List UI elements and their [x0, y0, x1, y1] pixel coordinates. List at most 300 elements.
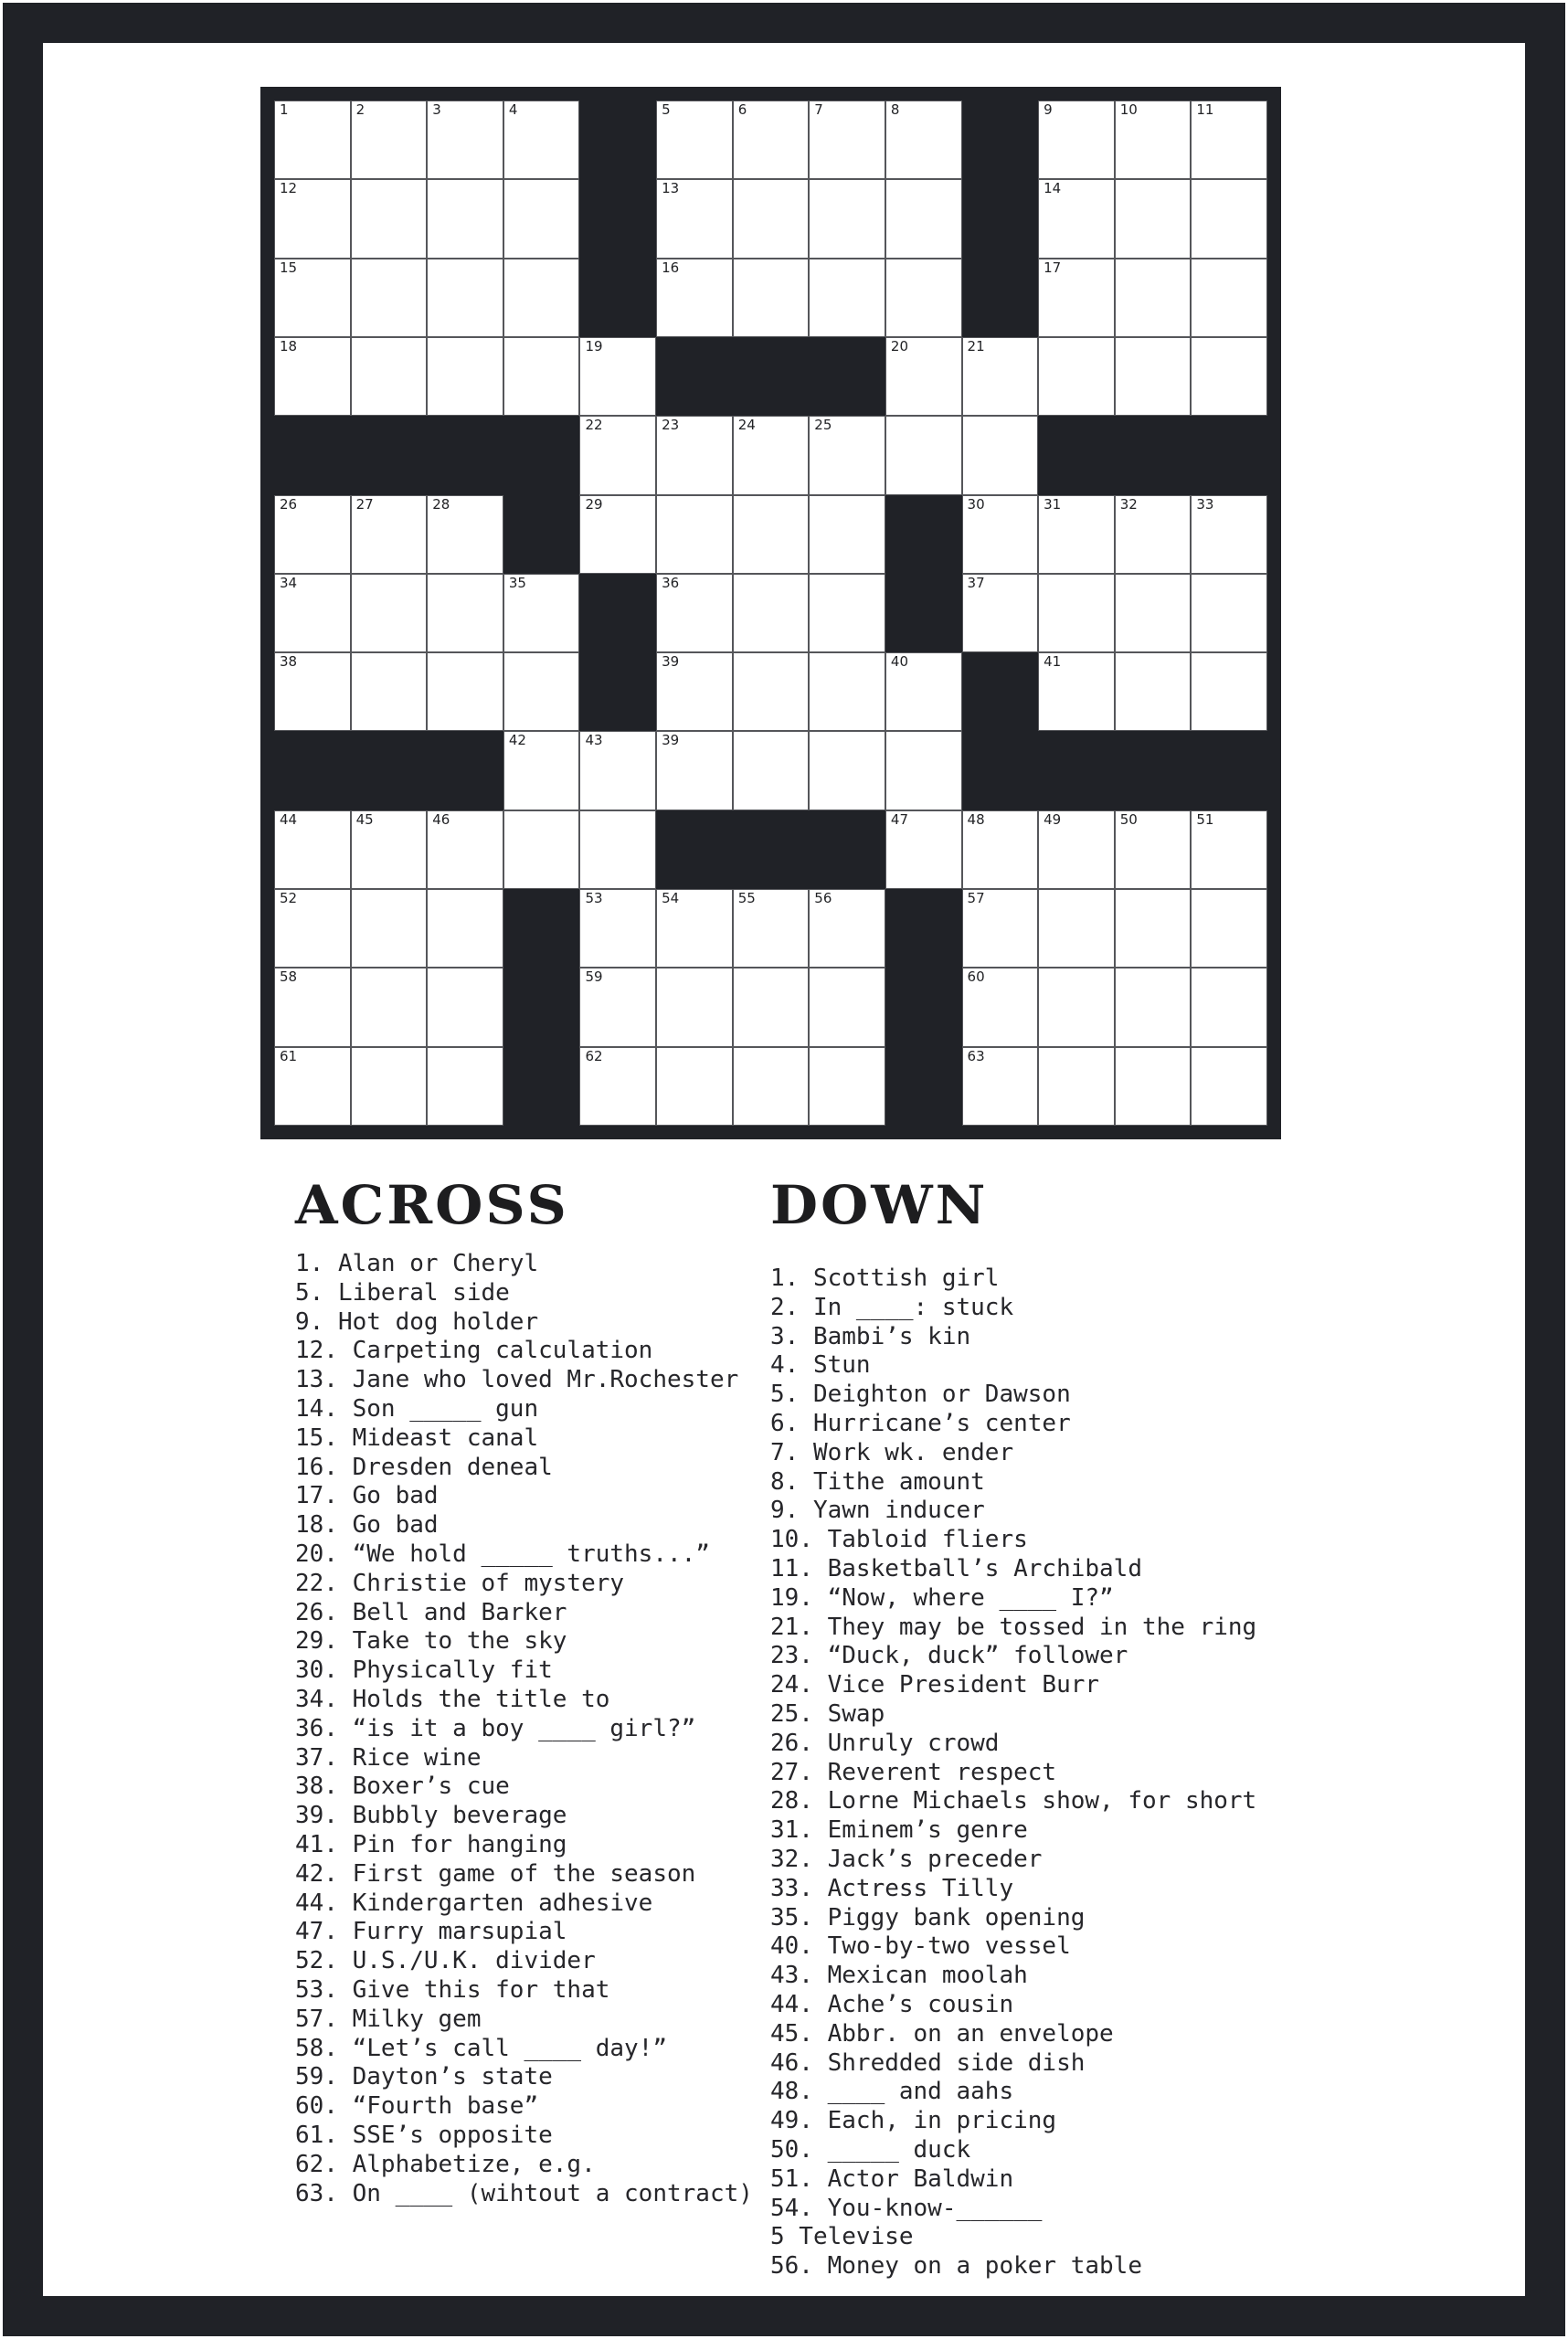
cell-number: 9 — [1044, 101, 1053, 118]
grid-cell[interactable] — [503, 810, 580, 889]
grid-cell[interactable] — [579, 968, 656, 1046]
grid-cell[interactable] — [962, 1047, 1039, 1126]
grid-cell[interactable] — [1038, 337, 1115, 416]
grid-cell[interactable] — [1115, 652, 1192, 731]
grid-cell[interactable] — [809, 574, 885, 652]
clue-line: 52. U.S./U.K. divider — [295, 1947, 596, 1975]
grid-cell[interactable] — [656, 495, 733, 574]
grid-cell[interactable] — [351, 968, 428, 1046]
cell-number: 4 — [508, 101, 518, 118]
grid-cell[interactable] — [656, 416, 733, 494]
grid-cell[interactable] — [579, 495, 656, 574]
black-cell — [579, 574, 656, 652]
cell-number: 40 — [890, 653, 909, 671]
grid-cell[interactable] — [351, 652, 428, 731]
clue-line: 5. Liberal side — [295, 1278, 510, 1307]
cell-number: 6 — [737, 101, 747, 118]
grid-cell[interactable] — [1115, 810, 1192, 889]
grid-cell[interactable] — [733, 495, 810, 574]
clue-line: 6. Hurricane’s center — [770, 1409, 1071, 1437]
cell-number: 3 — [432, 101, 441, 118]
clue-line: 11. Basketball’s Archibald — [770, 1554, 1142, 1582]
cell-number: 8 — [890, 101, 900, 118]
grid-cell[interactable] — [809, 416, 885, 494]
grid-cell[interactable] — [656, 179, 733, 258]
cell-number: 10 — [1119, 101, 1138, 118]
cell-number: 60 — [967, 968, 985, 986]
grid-cell[interactable] — [1191, 652, 1267, 731]
grid-cell[interactable] — [809, 731, 885, 810]
clue-line: 42. First game of the season — [295, 1859, 696, 1888]
grid-cell[interactable] — [274, 1047, 351, 1126]
grid-cell[interactable] — [1191, 810, 1267, 889]
grid-cell[interactable] — [427, 574, 503, 652]
grid-cell[interactable] — [427, 179, 503, 258]
grid-cell[interactable] — [1115, 968, 1192, 1046]
black-cell — [579, 101, 656, 179]
clue-line: 53. Give this for that — [295, 1975, 610, 2004]
clue-line: 26. Bell and Barker — [295, 1598, 567, 1626]
clue-line: 26. Unruly crowd — [770, 1729, 1000, 1757]
clue-line: 49. Each, in pricing — [770, 2107, 1057, 2135]
grid-cell[interactable] — [351, 337, 428, 416]
cell-number: 45 — [355, 810, 374, 828]
clue-line: 36. “is it a boy ____ girl?” — [295, 1714, 696, 1742]
cell-number: 2 — [355, 101, 366, 118]
grid-cell[interactable] — [885, 337, 962, 416]
grid-cell[interactable] — [733, 1047, 810, 1126]
grid-cell[interactable] — [503, 574, 580, 652]
clue-line: 32. Jack’s preceder — [770, 1845, 1043, 1873]
clue-line: 31. Eminem’s genre — [770, 1816, 1028, 1845]
grid-cell[interactable] — [1115, 337, 1192, 416]
grid-cell[interactable] — [579, 889, 656, 968]
grid-cell[interactable] — [809, 652, 885, 731]
black-cell — [1191, 416, 1267, 494]
crossword-grid — [274, 101, 1267, 1126]
grid-cell[interactable] — [962, 968, 1039, 1046]
cell-number: 31 — [1044, 495, 1062, 513]
clue-line: 50. _____ duck — [770, 2135, 971, 2164]
clue-line: 38. Boxer’s cue — [295, 1773, 510, 1801]
grid-cell[interactable] — [733, 259, 810, 337]
clue-line: 8. Tithe amount — [770, 1467, 985, 1496]
grid-cell[interactable] — [1038, 889, 1115, 968]
clue-line: 5. Deighton or Dawson — [770, 1381, 1071, 1409]
cell-number: 37 — [967, 574, 985, 591]
cell-number: 59 — [585, 968, 603, 986]
black-cell — [733, 337, 810, 416]
clue-line: 27. Reverent respect — [770, 1758, 1057, 1786]
grid-cell[interactable] — [656, 574, 733, 652]
grid-cell[interactable] — [427, 968, 503, 1046]
cell-number: 25 — [814, 417, 832, 434]
grid-cell[interactable] — [427, 810, 503, 889]
grid-cell[interactable] — [809, 259, 885, 337]
grid-cell[interactable] — [962, 810, 1039, 889]
clue-line: 9. Yawn inducer — [770, 1497, 985, 1525]
cell-number: 50 — [1119, 810, 1138, 828]
black-cell — [1038, 416, 1115, 494]
cell-number: 44 — [280, 810, 298, 828]
grid-cell[interactable] — [503, 652, 580, 731]
grid-cell[interactable] — [962, 889, 1039, 968]
grid-cell[interactable] — [351, 495, 428, 574]
grid-cell[interactable] — [274, 652, 351, 731]
clue-line: 30. Physically fit — [295, 1656, 553, 1685]
clue-line: 2. In ____: stuck — [770, 1293, 1014, 1321]
grid-cell[interactable] — [1191, 889, 1267, 968]
grid-cell[interactable] — [1038, 179, 1115, 258]
clue-line: 62. Alphabetize, e.g. — [295, 2150, 596, 2178]
grid-cell[interactable] — [809, 889, 885, 968]
clue-line: 24. Vice President Burr — [770, 1671, 1100, 1699]
grid-cell[interactable] — [962, 495, 1039, 574]
black-cell — [885, 1047, 962, 1126]
grid-cell[interactable] — [733, 101, 810, 179]
clue-line: 28. Lorne Michaels show, for short — [770, 1787, 1257, 1815]
cell-number: 47 — [890, 810, 909, 828]
grid-cell[interactable] — [351, 259, 428, 337]
clue-line: 12. Carpeting calculation — [295, 1337, 653, 1365]
clue-line: 34. Holds the title to — [295, 1685, 610, 1713]
clue-line: 33. Actress Tilly — [770, 1874, 1014, 1902]
clue-line: 63. On ____ (wihtout a contract) — [295, 2179, 753, 2207]
cell-number: 41 — [1044, 653, 1062, 671]
grid-cell[interactable] — [809, 179, 885, 258]
grid-cell[interactable] — [274, 574, 351, 652]
grid-cell[interactable] — [274, 259, 351, 337]
clue-line: 60. “Fourth base” — [295, 2092, 539, 2121]
black-cell — [962, 179, 1039, 258]
grid-cell[interactable] — [1038, 652, 1115, 731]
grid-cell[interactable] — [579, 337, 656, 416]
grid-cell[interactable] — [1038, 1047, 1115, 1126]
clue-line: 21. They may be tossed in the ring — [770, 1613, 1257, 1641]
grid-cell[interactable] — [579, 731, 656, 810]
clue-line: 16. Dresden deneal — [295, 1453, 553, 1481]
black-cell — [274, 416, 351, 494]
grid-cell[interactable] — [1038, 259, 1115, 337]
black-cell — [503, 968, 580, 1046]
clue-line: 44. Ache’s cousin — [770, 1990, 1014, 2018]
clue-line: 57. Milky gem — [295, 2005, 482, 2033]
clue-line: 18. Go bad — [295, 1511, 439, 1540]
cell-number: 12 — [280, 180, 298, 197]
clue-line: 45. Abbr. on an envelope — [770, 2019, 1114, 2048]
clue-line: 25. Swap — [770, 1699, 885, 1728]
grid-cell[interactable] — [1191, 179, 1267, 258]
cell-number: 55 — [737, 890, 756, 907]
grid-cell[interactable] — [427, 652, 503, 731]
black-cell — [962, 731, 1039, 810]
clue-line: 47. Furry marsupial — [295, 1918, 567, 1946]
cell-number: 27 — [355, 495, 374, 513]
cell-number: 57 — [967, 890, 985, 907]
cell-number: 15 — [280, 259, 298, 276]
clue-line: 39. Bubbly beverage — [295, 1802, 567, 1830]
grid-cell[interactable] — [1038, 574, 1115, 652]
grid-cell[interactable] — [962, 574, 1039, 652]
cell-number: 23 — [662, 417, 680, 434]
clue-line: 56. Money on a poker table — [770, 2252, 1142, 2281]
across-clue-list — [295, 1250, 753, 2208]
cell-number: 43 — [585, 732, 603, 749]
clue-line: 46. Shredded side dish — [770, 2048, 1086, 2077]
clue-line: 40. Two-by-two vessel — [770, 1932, 1071, 1961]
cell-number: 13 — [662, 180, 680, 197]
cell-number: 28 — [432, 495, 450, 513]
grid-cell[interactable] — [1038, 495, 1115, 574]
grid-cell[interactable] — [1191, 101, 1267, 179]
crossword-grid-block — [260, 87, 1281, 1139]
grid-cell[interactable] — [503, 101, 580, 179]
cell-number: 21 — [967, 337, 985, 355]
cell-number: 42 — [508, 732, 526, 749]
grid-cell[interactable] — [579, 810, 656, 889]
clue-line: 9. Hot dog holder — [295, 1307, 539, 1336]
cell-number: 46 — [432, 810, 450, 828]
grid-cell[interactable] — [1115, 1047, 1192, 1126]
cell-number: 20 — [890, 337, 909, 355]
cell-number: 19 — [585, 337, 603, 355]
black-cell — [351, 416, 428, 494]
black-cell — [427, 731, 503, 810]
grid-cell[interactable] — [885, 416, 962, 494]
clue-line: 54. You-know-______ — [770, 2194, 1043, 2222]
grid-cell[interactable] — [809, 1047, 885, 1126]
grid-cell[interactable] — [885, 652, 962, 731]
clue-line: 10. Tabloid fliers — [770, 1526, 1028, 1554]
black-cell — [885, 889, 962, 968]
grid-cell[interactable] — [885, 101, 962, 179]
grid-cell[interactable] — [503, 259, 580, 337]
black-cell — [962, 259, 1039, 337]
grid-cell[interactable] — [885, 179, 962, 258]
clue-line: 17. Go bad — [295, 1482, 439, 1510]
clue-line: 29. Take to the sky — [295, 1627, 567, 1656]
grid-cell[interactable] — [579, 416, 656, 494]
clue-line: 3. Bambi’s kin — [770, 1322, 971, 1350]
black-cell — [579, 259, 656, 337]
clue-line: 41. Pin for hanging — [295, 1830, 567, 1858]
grid-cell[interactable] — [351, 889, 428, 968]
cell-number: 39 — [662, 732, 680, 749]
grid-cell[interactable] — [962, 337, 1039, 416]
cell-number: 56 — [814, 890, 832, 907]
down-clue-list — [770, 1265, 1256, 2281]
grid-cell[interactable] — [503, 179, 580, 258]
grid-cell[interactable] — [1191, 495, 1267, 574]
clue-line: 19. “Now, where ____ I?” — [770, 1583, 1114, 1612]
black-cell — [885, 495, 962, 574]
grid-cell[interactable] — [885, 731, 962, 810]
across-header: ACROSS — [295, 1175, 569, 1237]
grid-cell[interactable] — [656, 968, 733, 1046]
grid-cell[interactable] — [656, 101, 733, 179]
grid-cell[interactable] — [274, 889, 351, 968]
cell-number: 11 — [1196, 101, 1214, 118]
clue-line: 51. Actor Baldwin — [770, 2164, 1014, 2193]
grid-cell[interactable] — [1191, 1047, 1267, 1126]
grid-cell[interactable] — [1038, 810, 1115, 889]
black-cell — [885, 574, 962, 652]
grid-cell[interactable] — [1115, 574, 1192, 652]
down-header: DOWN — [770, 1175, 989, 1237]
black-cell — [656, 337, 733, 416]
grid-cell[interactable] — [274, 810, 351, 889]
grid-cell[interactable] — [656, 652, 733, 731]
grid-cell[interactable] — [274, 337, 351, 416]
grid-cell[interactable] — [1115, 179, 1192, 258]
cell-number: 62 — [585, 1047, 603, 1064]
grid-cell[interactable] — [656, 259, 733, 337]
grid-cell[interactable] — [733, 968, 810, 1046]
clue-line: 22. Christie of mystery — [295, 1569, 625, 1597]
cell-number: 30 — [967, 495, 985, 513]
grid-cell[interactable] — [809, 968, 885, 1046]
grid-cell[interactable] — [885, 810, 962, 889]
clue-line: 44. Kindergarten adhesive — [295, 1889, 653, 1917]
clue-line: 13. Jane who loved Mr.Rochester — [295, 1366, 739, 1394]
cell-number: 18 — [280, 337, 298, 355]
grid-cell[interactable] — [656, 1047, 733, 1126]
grid-cell[interactable] — [503, 337, 580, 416]
grid-cell[interactable] — [733, 574, 810, 652]
black-cell — [503, 416, 580, 494]
clue-line: 48. ____ and aahs — [770, 2078, 1014, 2106]
cell-number: 16 — [662, 259, 680, 276]
black-cell — [427, 416, 503, 494]
black-cell — [962, 652, 1039, 731]
grid-cell[interactable] — [274, 101, 351, 179]
grid-cell[interactable] — [503, 731, 580, 810]
black-cell — [274, 731, 351, 810]
grid-cell[interactable] — [427, 101, 503, 179]
cell-number: 34 — [280, 574, 298, 591]
cell-number: 26 — [280, 495, 298, 513]
grid-cell[interactable] — [1191, 574, 1267, 652]
clue-line: 43. Mexican moolah — [770, 1962, 1028, 1990]
black-cell — [503, 1047, 580, 1126]
grid-cell[interactable] — [1191, 968, 1267, 1046]
black-cell — [733, 810, 810, 889]
grid-cell[interactable] — [733, 731, 810, 810]
grid-cell[interactable] — [427, 889, 503, 968]
grid-cell[interactable] — [962, 416, 1039, 494]
clue-line: 15. Mideast canal — [295, 1424, 539, 1452]
clue-line: 20. “We hold _____ truths...” — [295, 1540, 710, 1568]
grid-cell[interactable] — [1191, 259, 1267, 337]
grid-cell[interactable] — [809, 495, 885, 574]
black-cell — [656, 810, 733, 889]
black-cell — [1115, 731, 1192, 810]
grid-cell[interactable] — [351, 1047, 428, 1126]
grid-cell[interactable] — [733, 179, 810, 258]
grid-cell[interactable] — [579, 1047, 656, 1126]
black-cell — [809, 810, 885, 889]
cell-number: 48 — [967, 810, 985, 828]
cell-number: 29 — [585, 495, 603, 513]
cell-number: 51 — [1196, 810, 1214, 828]
clue-line: 1. Alan or Cheryl — [295, 1250, 539, 1277]
grid-cell[interactable] — [1038, 101, 1115, 179]
cell-number: 5 — [662, 101, 671, 118]
grid-cell[interactable] — [351, 179, 428, 258]
cell-number: 17 — [1044, 259, 1062, 276]
grid-cell[interactable] — [1115, 495, 1192, 574]
grid-cell[interactable] — [733, 889, 810, 968]
grid-cell[interactable] — [1038, 968, 1115, 1046]
cell-number: 22 — [585, 417, 603, 434]
cell-number: 24 — [737, 417, 756, 434]
clue-line: 1. Scottish girl — [770, 1265, 1000, 1292]
cell-number: 14 — [1044, 180, 1062, 197]
cell-number: 38 — [280, 653, 298, 671]
grid-cell[interactable] — [427, 495, 503, 574]
black-cell — [351, 731, 428, 810]
black-cell — [885, 968, 962, 1046]
cell-number: 58 — [280, 968, 298, 986]
grid-cell[interactable] — [351, 101, 428, 179]
grid-cell[interactable] — [427, 259, 503, 337]
grid-cell[interactable] — [885, 259, 962, 337]
black-cell — [1038, 731, 1115, 810]
cell-number: 63 — [967, 1047, 985, 1064]
cell-number: 35 — [508, 574, 526, 591]
black-cell — [1191, 731, 1267, 810]
cell-number: 39 — [662, 653, 680, 671]
cell-number: 32 — [1119, 495, 1138, 513]
cell-number: 7 — [814, 101, 823, 118]
grid-cell[interactable] — [1115, 259, 1192, 337]
grid-cell[interactable] — [351, 810, 428, 889]
black-cell — [962, 101, 1039, 179]
grid-cell[interactable] — [427, 337, 503, 416]
clue-line: 58. “Let’s call ____ day!” — [295, 2034, 667, 2062]
cell-number: 49 — [1044, 810, 1062, 828]
cell-number: 1 — [280, 101, 289, 118]
black-cell — [579, 179, 656, 258]
cell-number: 36 — [662, 574, 680, 591]
grid-cell[interactable] — [656, 731, 733, 810]
grid-cell[interactable] — [351, 574, 428, 652]
cell-number: 53 — [585, 890, 603, 907]
grid-cell[interactable] — [1191, 337, 1267, 416]
clue-line: 14. Son _____ gun — [295, 1394, 539, 1423]
grid-cell[interactable] — [656, 889, 733, 968]
grid-cell[interactable] — [733, 652, 810, 731]
clue-line: 59. Dayton’s state — [295, 2063, 553, 2091]
cell-number: 33 — [1196, 495, 1214, 513]
clue-line: 5 Televise — [770, 2223, 914, 2251]
grid-cell[interactable] — [427, 1047, 503, 1126]
cell-number: 52 — [280, 890, 298, 907]
black-cell — [809, 337, 885, 416]
grid-cell[interactable] — [274, 495, 351, 574]
grid-cell[interactable] — [809, 101, 885, 179]
cell-number: 54 — [662, 890, 680, 907]
black-cell — [503, 889, 580, 968]
grid-cell[interactable] — [274, 968, 351, 1046]
grid-cell[interactable] — [1115, 889, 1192, 968]
grid-cell[interactable] — [1115, 101, 1192, 179]
grid-cell[interactable] — [274, 179, 351, 258]
clue-line: 23. “Duck, duck” follower — [770, 1642, 1128, 1670]
clue-line: 61. SSE’s opposite — [295, 2121, 553, 2149]
clue-line: 7. Work wk. ender — [770, 1438, 1014, 1466]
grid-cell[interactable] — [733, 416, 810, 494]
